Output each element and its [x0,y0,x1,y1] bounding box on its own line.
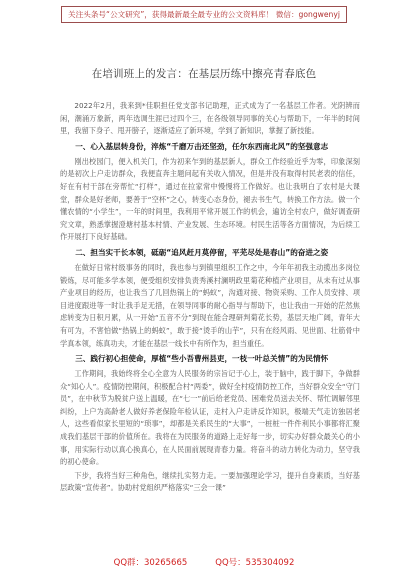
paragraph-section-1: 刚出校园门，便入机关门，作为初来乍到的基层新人，群众工作经验近乎为零，印象深刻的是初次上户走访群众，我便直奔主题问起有关收入情况，但是并没有取得村民老表的信任，好在有村干部在旁帮忙“打样”，通过在拉家常中慢慢将工作做好。也让我明白了农村是大课堂，群众是好老师，要善于“空杯”之心，转变心态身份，褪去书生气，转换工作方法。做一个懂农情的“小学生”，一年的时间里，我利用平常开展工作的机会，遍访全村农户，做好调查研究文章，熟悉掌握澄塘村基本村情、产业发展、生态环境。村民生活等各方面情况，为后续工作开展打下良好基础。 [60,156,360,242]
document-body [60,100,360,496]
section-heading-3: 三、践行初心担使命，厚植“些小吾曹州县吏，一枝一叶总关情”的为民情怀 [75,354,329,364]
footer-qq-group: QQ群：30265665 [113,558,188,568]
footer [0,556,408,568]
section-heading-2: 二、担当实干长本领，砥砺“追风赶月莫停留，平芜尽处是春山”的奋进之姿 [75,247,329,257]
paragraph-section-2: 在做好日常村级事务的同时，我也参与到镇里组织工作之中，今年年初我主动揽出多岗位锻炼，尽可能多学本领，便受组织安排负责秀溪村澜明政里菊花种植产业项目，从未有过从事产业项目的经历，也让我当了几回热锅上的“蚂蚁”，沟通对接、物资采购、工作人员安排、项目进度跟进等一时让我手足无措，在领导同事的耐心指导与帮助下，也让我由一开始的茫然焦虑转变为日积月累，从一开始“五音不分”到现在能合理研判菊花长势，基层天地广阔，青年大有可为，不害怕做“热锅上的蚂蚁”，敢于接“烫手的山芋”，只有在经风雨、见世面、壮筋骨中学真本领，练真功夫，才能在基层一线长中有所作为，担当重任。 [60,262,360,348]
paragraph-section-3: 工作期间，我始终将全心全意为人民服务的宗旨记于心上，装于脑中，践于脚下，争做群众“知心人”。疫情防控期间，积极配合村“两委”，做好全村疫情防控工作，当好群众安全“守门员”，在中秋节为脱贫户送上温暖，在“七一”前后给老党员、困难党员送去关怀、帮忙调解邻里纠纷，上户为高龄老人做好养老保险年检认证，走村入户走讲反诈知识，极端天气走访独居老人，这些看似家长里短的“琐事”，却都是关系民生的“大事”，一桩桩一件件利民小事都将汇聚成我们基层干部的价值所在。我将在为民服务的道路上走好每一步，切实办好群众最关心的小事，用实际行动以真心换真心，在人民面前展现青春力量。将奋斗的动力转化为动力，坚守我的初心使命。 [60,369,360,467]
paragraph-next-steps: 下步，我将当好三种角色，继续扎实努力走。一要加强理论学习，提升自身素质，当好基层政策“宣传者”。协助村党组织严格落实“三会一课” [60,470,360,493]
top-banner [0,0,408,34]
paragraph-intro: 2022年2月，我来到*佳职担任党支部书记助理，正式成为了一名基层工作者。光阴辨而闲，潮涌万象新，两年选调生涯已过四个三，在各级领导同事的关心与帮助下，一年半的时间里，我留下身子、甩开膀子，逐渐适应了新环境，学到了新知识，掌握了新技能。 [60,101,360,136]
section-heading-1: 一、心入基层转身份，淬炼“千磨万击还坚劲，任尔东西南北风”的坚强意志 [75,141,329,151]
banner-notice: 关注头条号“公文研究”，获得最新最全最专业的公文资料库！ 微信：gongwenyj [61,6,347,23]
document-title: 在培训班上的发言：在基层历练中擦亮青春底色 [91,68,317,80]
footer-qq-number: QQ号：535304092 [215,558,295,568]
